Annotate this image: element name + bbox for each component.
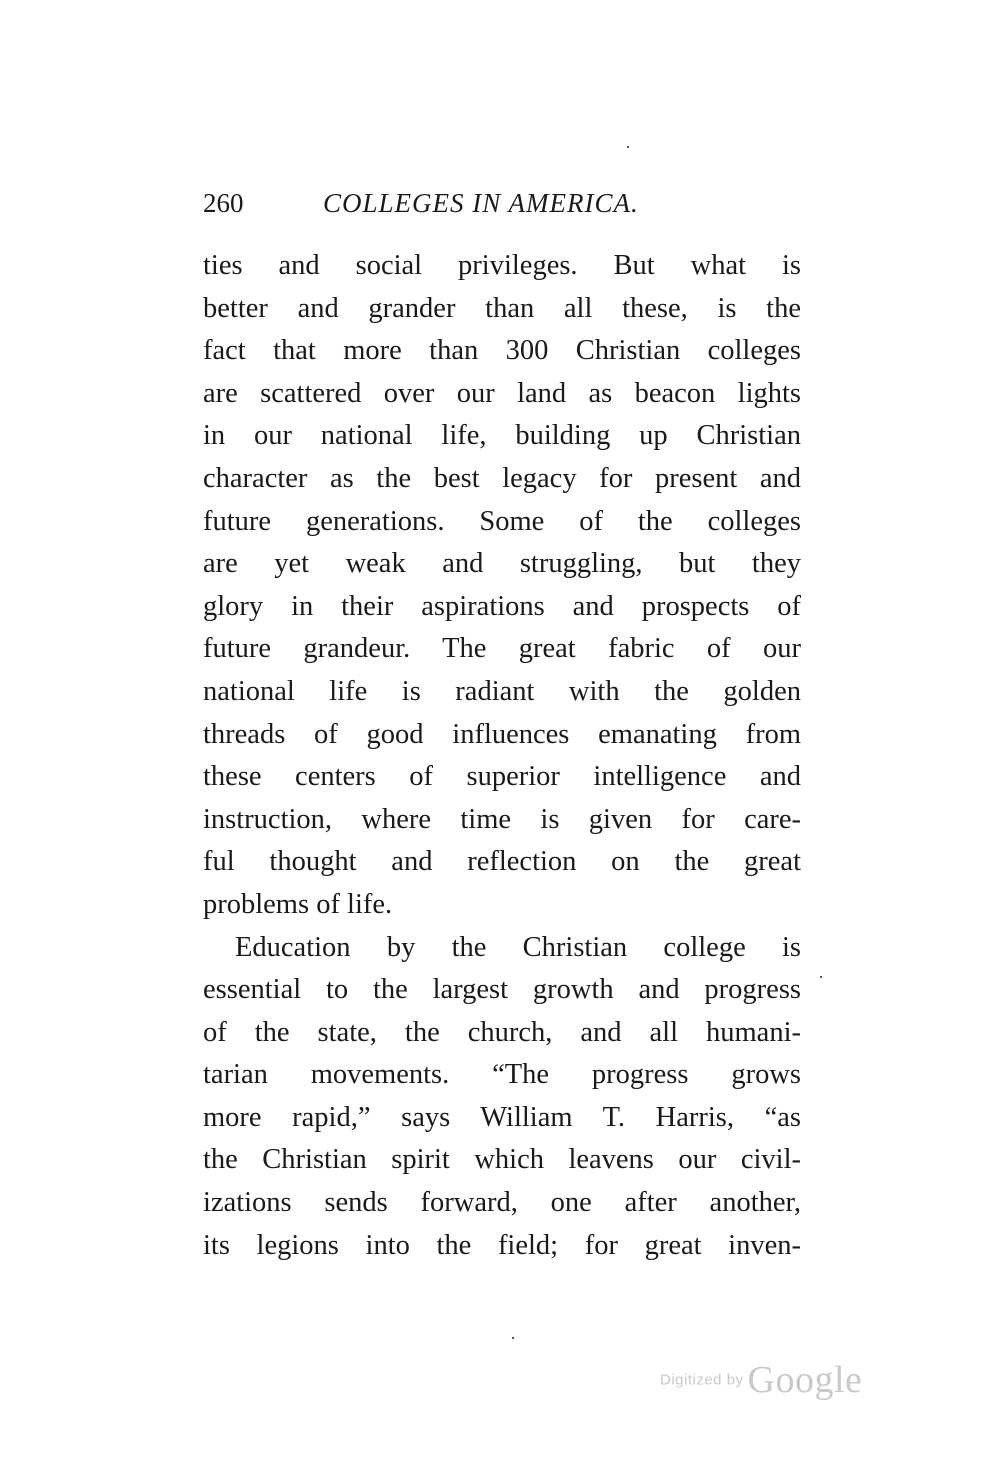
text-line: better and grander than all these, is the — [203, 292, 801, 324]
text-line: Education by the Christian college is — [235, 931, 801, 963]
text-line: tarian movements. “The progress grows — [203, 1059, 801, 1091]
text-line: izations sends forward, one after another, — [203, 1187, 801, 1219]
text-line: the Christian spirit which leavens our civil- — [203, 1144, 801, 1176]
text-line: future generations. Some of the colleges — [203, 505, 801, 537]
page-header — [203, 186, 803, 220]
text-line: instruction, where time is given for care- — [203, 803, 801, 835]
paragraph — [203, 927, 801, 1268]
text-line: fact that more than 300 Christian colleges — [203, 335, 801, 367]
paragraph — [203, 245, 801, 927]
text-line: its legions into the field; for great inven- — [203, 1229, 801, 1261]
watermark-prefix: Digitized by — [660, 1371, 744, 1389]
text-line: problems of life. — [203, 888, 393, 920]
text-line: of the state, the church, and all humani- — [203, 1016, 801, 1048]
text-line: ful thought and reflection on the great — [203, 846, 801, 878]
text-line: glory in their aspirations and prospects of — [203, 590, 801, 622]
text-line: future grandeur. The great fabric of our — [203, 633, 801, 665]
text-line: national life is radiant with the golden — [203, 675, 801, 707]
digitized-watermark — [660, 1358, 862, 1408]
body-text — [203, 245, 801, 1267]
text-line: ties and social privileges. But what is — [203, 250, 801, 281]
text-line: more rapid,” says William T. Harris, “as — [203, 1101, 801, 1133]
scan-speck — [627, 146, 629, 148]
text-line: threads of good influences emanating from — [203, 718, 801, 750]
text-line: in our national life, building up Christian — [203, 420, 801, 452]
running-title: COLLEGES IN AMERICA. — [323, 188, 639, 218]
scan-speck — [820, 976, 822, 978]
scan-speck — [512, 1337, 514, 1339]
text-line: character as the best legacy for present and — [203, 462, 801, 494]
page-number: 260 — [203, 188, 244, 218]
text-line: essential to the largest growth and progress — [203, 974, 801, 1006]
text-line: these centers of superior intelligence and — [203, 761, 801, 793]
google-logo: Google — [747, 1359, 863, 1401]
text-line: are scattered over our land as beacon lights — [203, 377, 801, 409]
text-line: are yet weak and struggling, but they — [203, 548, 801, 580]
